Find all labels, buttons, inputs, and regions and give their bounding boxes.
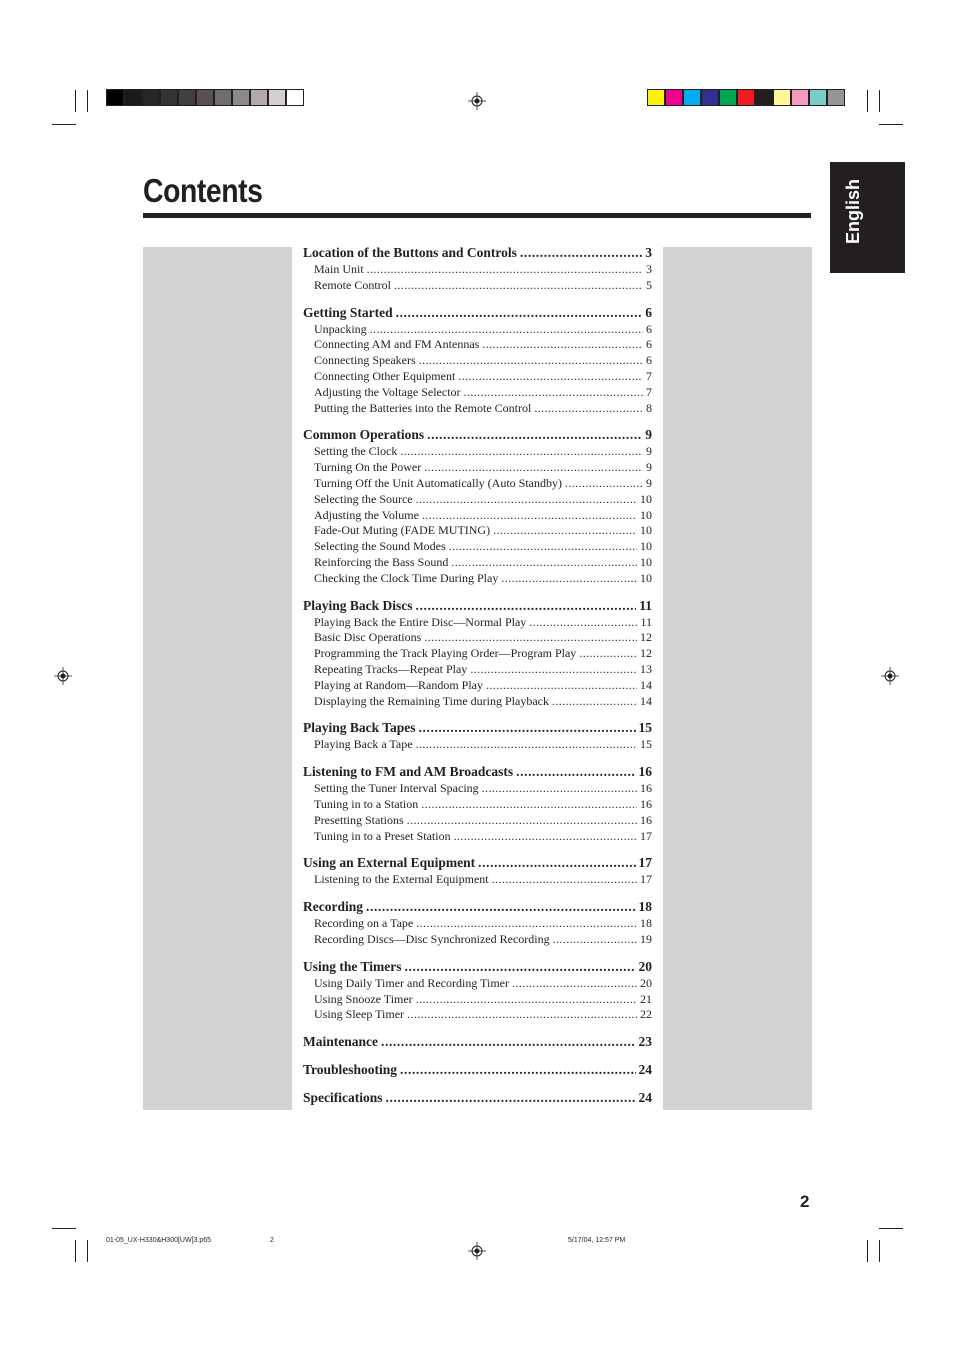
crop-mark bbox=[87, 90, 88, 112]
toc-entry[interactable] bbox=[303, 615, 652, 631]
toc-section bbox=[303, 597, 652, 710]
color-swatch bbox=[683, 89, 701, 106]
toc-entry-page: 21 bbox=[640, 991, 652, 1006]
dot-leader bbox=[419, 719, 636, 737]
dot-leader bbox=[454, 829, 637, 845]
registration-mark-icon bbox=[881, 667, 899, 685]
language-tab bbox=[830, 162, 905, 273]
crop-mark bbox=[879, 1240, 880, 1262]
title-rule bbox=[143, 213, 811, 218]
toc-entry-label: Tuning in to a Station bbox=[314, 796, 419, 811]
dot-leader bbox=[427, 426, 642, 444]
toc-section bbox=[303, 898, 652, 948]
toc-entry-page: 16 bbox=[640, 812, 652, 827]
toc-entry-page: 16 bbox=[640, 796, 652, 811]
toc-entry-page: 6 bbox=[646, 321, 652, 336]
toc-entry[interactable] bbox=[303, 353, 652, 369]
toc-entry[interactable] bbox=[303, 278, 652, 294]
toc-entry[interactable] bbox=[303, 385, 652, 401]
toc-entry[interactable] bbox=[303, 571, 652, 587]
toc-entry-page: 10 bbox=[640, 539, 652, 554]
dot-leader bbox=[529, 615, 637, 631]
toc-entry-label: Fade-Out Muting (FADE MUTING) bbox=[314, 523, 491, 538]
dot-leader bbox=[501, 571, 637, 587]
toc-section-page: 24 bbox=[638, 1090, 652, 1106]
toc-entry-label: Main Unit bbox=[314, 262, 364, 276]
toc-section-title: Playing Back Discs bbox=[303, 597, 413, 613]
footer-date: 5/17/04, 12:57 PM bbox=[568, 1237, 626, 1244]
toc-section-heading[interactable] bbox=[303, 244, 652, 262]
toc-section-title: Maintenance bbox=[303, 1034, 378, 1050]
dot-leader bbox=[407, 1007, 637, 1023]
toc-entry-label: Reinforcing the Bass Sound bbox=[314, 554, 449, 569]
dot-leader bbox=[416, 737, 637, 753]
toc-entry[interactable] bbox=[303, 262, 652, 278]
toc-section-heading[interactable] bbox=[303, 854, 652, 872]
toc-section-title: Getting Started bbox=[303, 304, 393, 320]
color-swatch bbox=[773, 89, 791, 106]
toc-entry-page: 5 bbox=[646, 277, 652, 292]
dot-leader bbox=[381, 1033, 636, 1051]
toc-entry-label: Using Daily Timer and Recording Timer bbox=[314, 975, 510, 990]
crop-mark bbox=[52, 124, 76, 125]
toc-section bbox=[303, 1089, 652, 1107]
dot-leader bbox=[416, 597, 637, 615]
toc-entry-label: Remote Control bbox=[314, 277, 391, 292]
toc-section-title: Recording bbox=[303, 899, 363, 915]
toc-section-heading[interactable] bbox=[303, 1089, 652, 1107]
footer-page: 2 bbox=[270, 1237, 274, 1244]
color-swatch bbox=[827, 89, 845, 106]
dot-leader bbox=[451, 555, 637, 571]
color-swatch bbox=[701, 89, 719, 106]
toc-entry-label: Repeating Tracks—Repeat Play bbox=[314, 661, 468, 676]
dot-leader bbox=[493, 523, 637, 539]
color-swatch bbox=[142, 89, 160, 106]
dot-leader bbox=[407, 813, 637, 829]
color-swatch bbox=[124, 89, 142, 106]
toc-section-title: Listening to FM and AM Broadcasts bbox=[303, 764, 514, 780]
crop-mark bbox=[52, 1228, 76, 1229]
toc-entry-label: Using Sleep Timer bbox=[314, 1007, 405, 1022]
toc-entry[interactable] bbox=[303, 460, 652, 476]
toc-entry[interactable] bbox=[303, 337, 652, 353]
dot-leader bbox=[405, 958, 636, 976]
toc-section bbox=[303, 958, 652, 1023]
color-swatch bbox=[160, 89, 178, 106]
language-tab-label: English bbox=[843, 178, 863, 244]
toc-entry[interactable] bbox=[303, 976, 652, 992]
toc-section bbox=[303, 1061, 652, 1079]
dot-leader bbox=[400, 444, 643, 460]
toc-entry[interactable] bbox=[303, 662, 652, 678]
toc-entry-page: 20 bbox=[640, 975, 652, 990]
toc-entry-label: Recording Discs—Disc Synchronized Recording bbox=[314, 931, 550, 946]
table-of-contents bbox=[303, 244, 652, 1117]
crop-mark bbox=[867, 90, 868, 112]
dot-leader bbox=[464, 385, 643, 401]
toc-entry-label: Turning Off the Unit Automatically (Auto Standby) bbox=[314, 475, 562, 490]
toc-entry-page: 7 bbox=[646, 368, 652, 383]
toc-entry-page: 6 bbox=[646, 337, 652, 352]
color-swatch bbox=[232, 89, 250, 106]
toc-entry-page: 19 bbox=[640, 931, 652, 946]
dot-leader bbox=[458, 369, 643, 385]
toc-entry-page: 9 bbox=[646, 475, 652, 490]
toc-entry[interactable] bbox=[303, 694, 652, 710]
crop-mark bbox=[879, 90, 880, 112]
toc-section bbox=[303, 719, 652, 753]
toc-entry-page: 9 bbox=[646, 444, 652, 459]
toc-entry-page: 14 bbox=[640, 677, 652, 692]
toc-section-heading[interactable] bbox=[303, 304, 652, 322]
toc-entry[interactable] bbox=[303, 797, 652, 813]
color-swatch bbox=[647, 89, 665, 106]
color-swatch bbox=[809, 89, 827, 106]
toc-entry[interactable] bbox=[303, 444, 652, 460]
dot-leader bbox=[419, 353, 643, 369]
toc-entry-label: Playing Back a Tape bbox=[314, 737, 413, 752]
toc-section-page: 18 bbox=[638, 899, 652, 915]
toc-entry[interactable] bbox=[303, 401, 652, 417]
toc-entry[interactable] bbox=[303, 555, 652, 571]
toc-entry-page: 10 bbox=[640, 554, 652, 569]
toc-entry-page: 6 bbox=[646, 353, 652, 368]
dot-leader bbox=[534, 401, 643, 417]
toc-section-heading[interactable] bbox=[303, 763, 652, 781]
color-swatch bbox=[196, 89, 214, 106]
toc-section-page: 6 bbox=[645, 304, 652, 320]
toc-entry-page: 17 bbox=[640, 828, 652, 843]
color-swatch bbox=[106, 89, 124, 106]
toc-entry[interactable] bbox=[303, 492, 652, 508]
dot-leader bbox=[520, 244, 642, 262]
crop-mark bbox=[75, 90, 76, 112]
color-swatch bbox=[791, 89, 809, 106]
crop-mark bbox=[879, 124, 903, 125]
toc-entry-page: 10 bbox=[640, 507, 652, 522]
toc-section bbox=[303, 1033, 652, 1051]
toc-section-heading[interactable] bbox=[303, 958, 652, 976]
toc-entry[interactable] bbox=[303, 523, 652, 539]
toc-entry-page: 13 bbox=[640, 661, 652, 676]
dot-leader bbox=[400, 1061, 635, 1079]
toc-entry[interactable] bbox=[303, 646, 652, 662]
toc-section-page: 9 bbox=[645, 427, 652, 443]
toc-entry[interactable] bbox=[303, 813, 652, 829]
toc-entry-page: 17 bbox=[640, 872, 652, 887]
toc-section-heading[interactable] bbox=[303, 898, 652, 916]
toc-section-title: Location of the Buttons and Controls bbox=[303, 245, 517, 260]
toc-entry-label: Recording on a Tape bbox=[314, 916, 414, 931]
dot-leader bbox=[386, 1089, 636, 1107]
dot-leader bbox=[482, 781, 637, 797]
toc-entry-label: Putting the Batteries into the Remote Control bbox=[314, 400, 532, 415]
dot-leader bbox=[416, 992, 637, 1008]
dot-leader bbox=[486, 678, 637, 694]
toc-entry-page: 8 bbox=[646, 400, 652, 415]
registration-mark-icon bbox=[54, 667, 72, 685]
dot-leader bbox=[565, 476, 643, 492]
right-gray-panel bbox=[663, 247, 812, 1110]
toc-entry-label: Checking the Clock Time During Play bbox=[314, 570, 499, 585]
toc-entry-page: 9 bbox=[646, 460, 652, 475]
toc-section-heading[interactable] bbox=[303, 1061, 652, 1079]
toc-section-heading[interactable] bbox=[303, 719, 652, 737]
toc-section-title: Using an External Equipment bbox=[303, 855, 476, 871]
color-swatch bbox=[719, 89, 737, 106]
toc-entry[interactable] bbox=[303, 678, 652, 694]
toc-section-page: 23 bbox=[638, 1034, 652, 1050]
dot-leader bbox=[366, 898, 636, 916]
toc-entry-label: Basic Disc Operations bbox=[314, 630, 422, 645]
toc-section-heading[interactable] bbox=[303, 597, 652, 615]
dot-leader bbox=[394, 278, 643, 294]
process-color-bar bbox=[647, 89, 845, 107]
toc-entry[interactable] bbox=[303, 932, 652, 948]
left-gray-panel bbox=[143, 247, 292, 1110]
dot-leader bbox=[424, 460, 643, 476]
toc-entry[interactable] bbox=[303, 916, 652, 932]
toc-entry[interactable] bbox=[303, 476, 652, 492]
toc-entry-page: 12 bbox=[640, 646, 652, 661]
toc-entry[interactable] bbox=[303, 369, 652, 385]
color-swatch bbox=[250, 89, 268, 106]
dot-leader bbox=[492, 872, 637, 888]
page-number: 2 bbox=[800, 1192, 810, 1211]
toc-entry[interactable] bbox=[303, 1007, 652, 1023]
toc-entry-page: 11 bbox=[640, 614, 652, 629]
toc-entry-page: 12 bbox=[640, 630, 652, 645]
color-swatch bbox=[755, 89, 773, 106]
toc-entry-label: Playing Back the Entire Disc—Normal Play bbox=[314, 614, 527, 629]
toc-entry-label: Connecting AM and FM Antennas bbox=[314, 337, 480, 352]
color-swatch bbox=[737, 89, 755, 106]
toc-entry-label: Setting the Clock bbox=[314, 444, 398, 459]
dot-leader bbox=[552, 694, 637, 710]
dot-leader bbox=[553, 932, 637, 948]
toc-entry-label: Unpacking bbox=[314, 321, 367, 336]
toc-entry-page: 10 bbox=[640, 491, 652, 506]
toc-entry-label: Selecting the Sound Modes bbox=[314, 539, 446, 554]
toc-entry-label: Setting the Tuner Interval Spacing bbox=[314, 781, 479, 796]
dot-leader bbox=[424, 630, 637, 646]
toc-section-page: 17 bbox=[638, 855, 652, 871]
toc-section-title: Troubleshooting bbox=[303, 1062, 398, 1078]
dot-leader bbox=[421, 797, 637, 813]
toc-section-page: 15 bbox=[638, 720, 652, 736]
crop-mark bbox=[75, 1240, 76, 1262]
color-swatch bbox=[214, 89, 232, 106]
toc-entry[interactable] bbox=[303, 737, 652, 753]
toc-section-heading[interactable] bbox=[303, 426, 652, 444]
toc-section-page: 24 bbox=[638, 1062, 652, 1078]
toc-entry-label: Selecting the Source bbox=[314, 491, 413, 506]
toc-entry[interactable] bbox=[303, 781, 652, 797]
toc-section-heading[interactable] bbox=[303, 1033, 652, 1051]
toc-entry-label: Displaying the Remaining Time during Playback bbox=[314, 693, 549, 708]
toc-entry-label: Turning On the Power bbox=[314, 460, 422, 475]
toc-section bbox=[303, 244, 652, 294]
crop-mark bbox=[867, 1240, 868, 1262]
toc-entry[interactable] bbox=[303, 539, 652, 555]
dot-leader bbox=[512, 976, 637, 992]
dot-leader bbox=[416, 916, 637, 932]
color-swatch bbox=[665, 89, 683, 106]
toc-section-title: Playing Back Tapes bbox=[303, 720, 416, 736]
toc-entry-label: Playing at Random—Random Play bbox=[314, 677, 483, 692]
toc-entry[interactable] bbox=[303, 508, 652, 524]
dot-leader bbox=[516, 763, 635, 781]
toc-entry-label: Adjusting the Volume bbox=[314, 507, 419, 522]
toc-section-page: 20 bbox=[638, 958, 652, 974]
dot-leader bbox=[370, 322, 643, 338]
page-title: Contents bbox=[143, 172, 263, 209]
dot-leader bbox=[482, 337, 643, 353]
toc-entry-label: Connecting Other Equipment bbox=[314, 368, 456, 383]
toc-section-title: Using the Timers bbox=[303, 958, 402, 974]
registration-mark-icon bbox=[468, 1242, 486, 1260]
toc-section-page: 16 bbox=[638, 764, 652, 780]
toc-entry-page: 14 bbox=[640, 693, 652, 708]
crop-mark bbox=[87, 1240, 88, 1262]
dot-leader bbox=[422, 508, 637, 524]
toc-entry[interactable] bbox=[303, 630, 652, 646]
toc-entry-label: Using Snooze Timer bbox=[314, 991, 413, 1006]
grayscale-color-bar bbox=[106, 89, 304, 107]
registration-mark-icon bbox=[468, 92, 486, 110]
toc-entry-page: 15 bbox=[640, 737, 652, 752]
crop-mark bbox=[879, 1228, 903, 1229]
toc-entry-page: 7 bbox=[646, 384, 652, 399]
toc-entry-label: Presetting Stations bbox=[314, 812, 404, 827]
toc-entry-page: 3 bbox=[646, 262, 652, 276]
toc-entry-page: 10 bbox=[640, 570, 652, 585]
toc-section-title: Specifications bbox=[303, 1090, 383, 1106]
toc-section bbox=[303, 426, 652, 586]
toc-entry-page: 10 bbox=[640, 523, 652, 538]
toc-entry-page: 18 bbox=[640, 916, 652, 931]
toc-entry-label: Tuning in to a Preset Station bbox=[314, 828, 451, 843]
toc-entry[interactable] bbox=[303, 829, 652, 845]
toc-entry-label: Adjusting the Voltage Selector bbox=[314, 384, 461, 399]
dot-leader bbox=[367, 262, 643, 278]
color-swatch bbox=[286, 89, 304, 106]
toc-section-page: 3 bbox=[645, 245, 652, 260]
dot-leader bbox=[396, 304, 643, 322]
footer-file-name: 01-05_UX-H330&H300[UW]3.p65 bbox=[106, 1237, 212, 1244]
toc-entry-label: Listening to the External Equipment bbox=[314, 872, 489, 887]
color-swatch bbox=[178, 89, 196, 106]
toc-entry[interactable] bbox=[303, 322, 652, 338]
toc-section bbox=[303, 763, 652, 844]
toc-entry-label: Connecting Speakers bbox=[314, 353, 416, 368]
toc-entry[interactable] bbox=[303, 992, 652, 1008]
dot-leader bbox=[449, 539, 637, 555]
dot-leader bbox=[579, 646, 637, 662]
toc-entry-page: 16 bbox=[640, 781, 652, 796]
toc-entry-label: Programming the Track Playing Order—Program Play bbox=[314, 646, 577, 661]
dot-leader bbox=[470, 662, 637, 678]
dot-leader bbox=[416, 492, 637, 508]
color-swatch bbox=[268, 89, 286, 106]
toc-section-page: 11 bbox=[639, 597, 652, 613]
dot-leader bbox=[478, 854, 635, 872]
toc-entry[interactable] bbox=[303, 872, 652, 888]
toc-section-title: Common Operations bbox=[303, 427, 425, 443]
toc-section bbox=[303, 304, 652, 417]
toc-entry-page: 22 bbox=[640, 1007, 652, 1022]
toc-section bbox=[303, 854, 652, 888]
